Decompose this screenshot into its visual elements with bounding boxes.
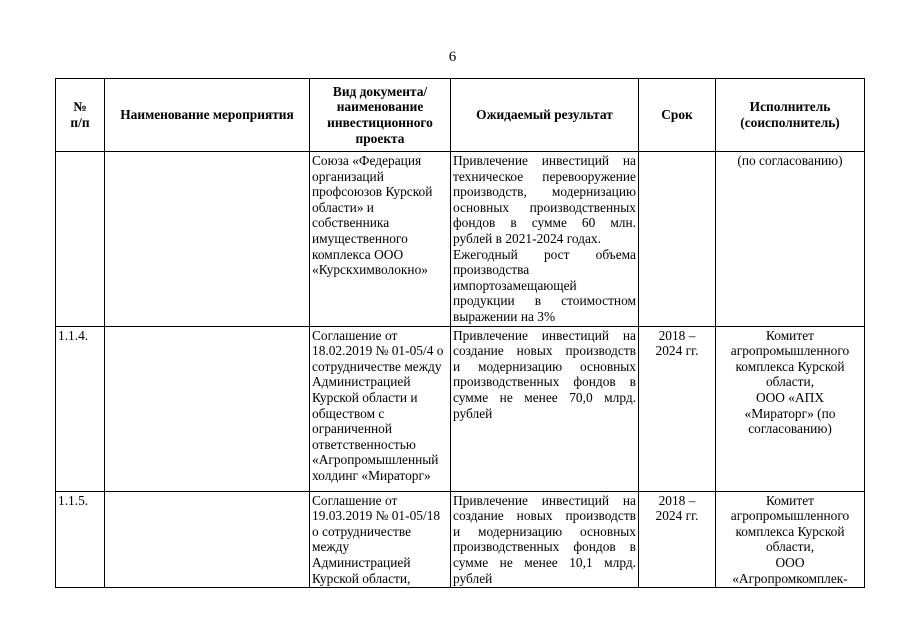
cell-name <box>105 326 310 491</box>
cell-executor: Комитет агропромышленного комплекса Курской области, ООО «Агропромкомплек- <box>716 491 865 588</box>
header-term: Срок <box>639 79 716 152</box>
header-doc: Вид документа/ наименование инвестиционного проекта <box>310 79 451 152</box>
table-row <box>56 326 865 491</box>
cell-executor: (по согласованию) <box>716 152 865 327</box>
cell-result: Привлечение инвестиций на создание новых производств и модернизацию основных производственных фондов в сумме не менее 10,1 млрд. рублей <box>451 491 639 588</box>
cell-name <box>105 152 310 327</box>
table-row <box>56 152 865 327</box>
cell-doc: Союза «Федерация организаций профсоюзов Курской области» и собственника имущественного комплекса ООО «Курскхимволокно» <box>310 152 451 327</box>
cell-num <box>56 152 105 327</box>
header-result: Ожидаемый результат <box>451 79 639 152</box>
header-executor: Исполнитель (соисполнитель) <box>716 79 865 152</box>
cell-result: Привлечение инвестиций на создание новых производств и модернизацию основных производственных фондов в сумме не менее 70,0 млрд. рублей <box>451 326 639 491</box>
cell-name <box>105 491 310 588</box>
cell-doc: Соглашение от 18.02.2019 № 01-05/4 о сотрудничестве между Администрацией Курской области и обществом с ограниченной ответственностью «Агропромышленный холдинг «Мираторг» <box>310 326 451 491</box>
cell-num: 1.1.5. <box>56 491 105 588</box>
cell-term: 2018 – 2024 гг. <box>639 326 716 491</box>
page-number: 6 <box>448 49 457 65</box>
header-name: Наименование мероприятия <box>105 79 310 152</box>
cell-term: 2018 – 2024 гг. <box>639 491 716 588</box>
cell-doc: Соглашение от 19.03.2019 № 01-05/18 о сотрудничестве между Администрацией Курской области, <box>310 491 451 588</box>
cell-term <box>639 152 716 327</box>
cell-num: 1.1.4. <box>56 326 105 491</box>
table-header-row <box>56 79 865 152</box>
header-num: № п/п <box>56 79 105 152</box>
table-row <box>56 491 865 588</box>
cell-executor: Комитет агропромышленного комплекса Курской области, ООО «АПХ «Мираторг» (по согласованию) <box>716 326 865 491</box>
plan-table <box>55 78 865 588</box>
cell-result: Привлечение инвестиций на техническое перевооружение производств, модернизацию основных производственных фондов в сумме 60 млн. рублей в 2021-2024 годах. Ежегодный рост объема производства импортозамещающей продукции в стоимостном выражении на 3% <box>451 152 639 327</box>
